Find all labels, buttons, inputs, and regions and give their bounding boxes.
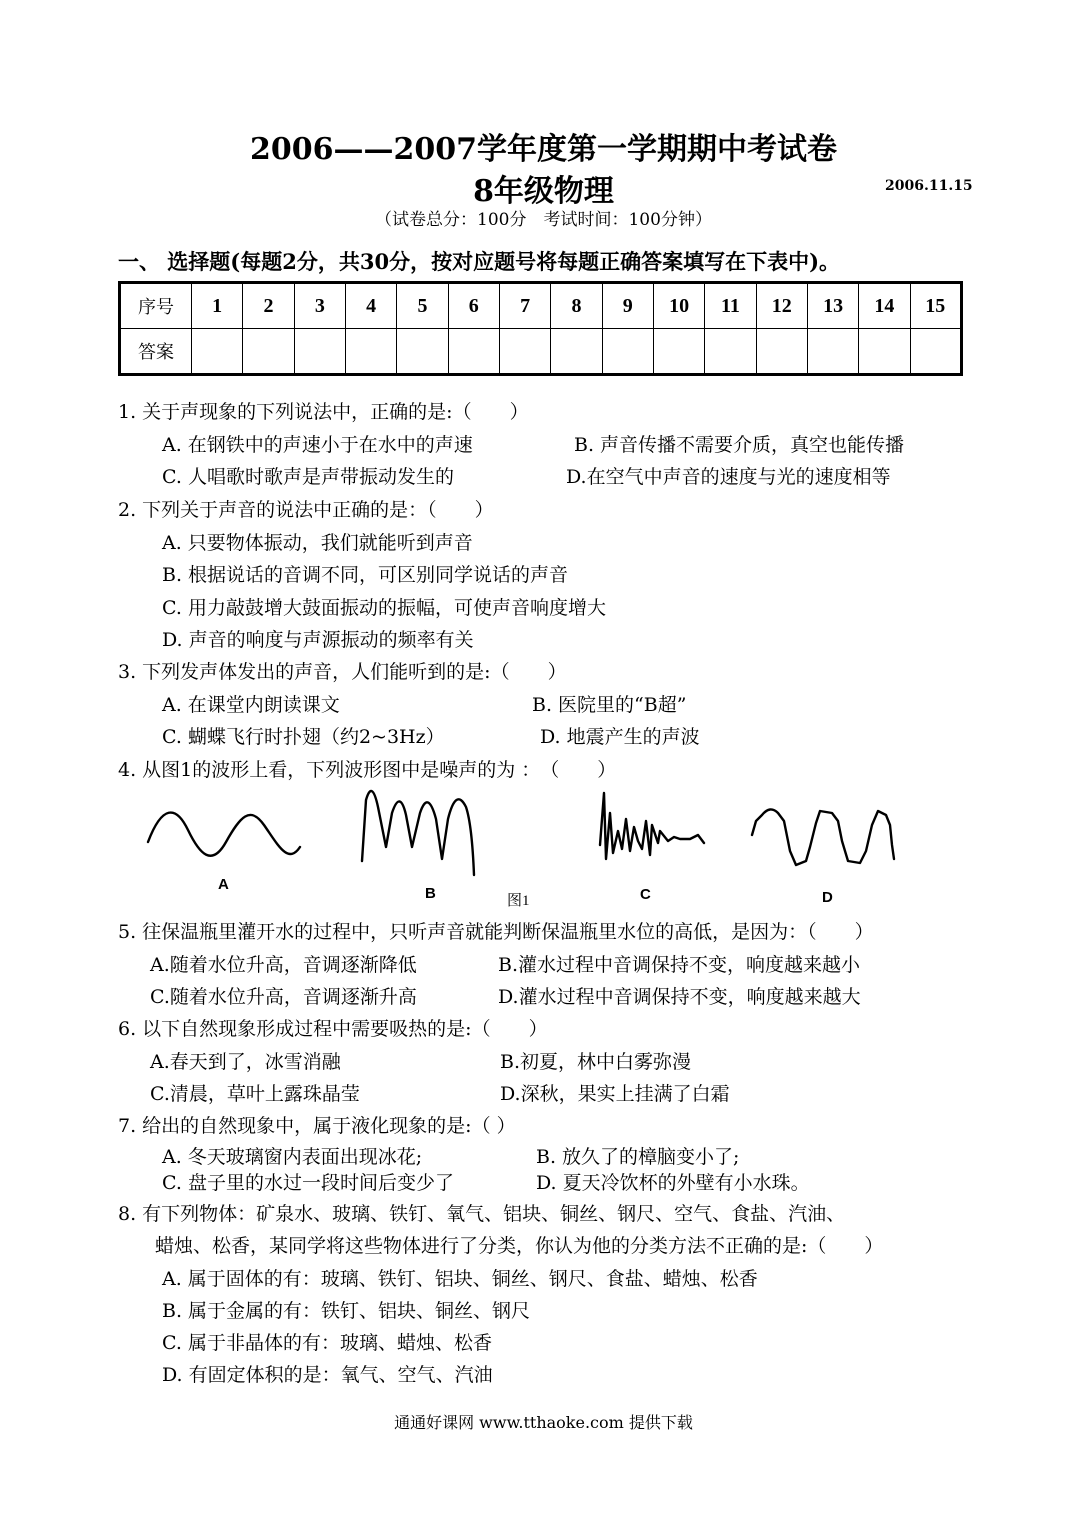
- waveform-c: [600, 793, 704, 859]
- answer-cell[interactable]: [807, 329, 858, 375]
- answer-cell[interactable]: [602, 329, 653, 375]
- question-3-option-c: C. 蝴蝶飞行时扑翅（约2~3Hz）: [162, 726, 445, 748]
- question-1-stem: 1. 关于声现象的下列说法中，正确的是:（ ）: [118, 401, 529, 423]
- question-7-stem: 7. 给出的自然现象中，属于液化现象的是:（ ）: [118, 1115, 516, 1137]
- answer-cell[interactable]: [551, 329, 602, 375]
- question-6-stem: 6. 以下自然现象形成过程中需要吸热的是:（ ）: [118, 1018, 548, 1040]
- exam-date: 2006.11.15: [885, 178, 973, 194]
- table-cell-number: 6: [448, 283, 499, 329]
- question-8-stem-continued: 蜡烛、松香，某同学将这些物体进行了分类，你认为他的分类方法不正确的是:（ ）: [155, 1235, 884, 1257]
- table-cell-number: 14: [859, 283, 910, 329]
- table-cell-number: 8: [551, 283, 602, 329]
- question-8-option-d: D. 有固定体积的是：氧气、空气、汽油: [162, 1364, 493, 1386]
- table-cell-number: 2: [243, 283, 294, 329]
- question-3-option-a: A. 在课堂内朗读课文: [162, 694, 340, 716]
- answer-cell[interactable]: [653, 329, 704, 375]
- waveform-a: [148, 813, 300, 856]
- answer-cell[interactable]: [910, 329, 961, 375]
- question-1-option-c: C. 人唱歌时歌声是声带振动发生的: [162, 466, 454, 488]
- section-heading: 一、 选择题(每题2分，共30分，按对应题号将每题正确答案填写在下表中)。: [118, 249, 841, 274]
- question-5-option-b: B.灌水过程中音调保持不变，响度越来越小: [498, 954, 861, 976]
- waveform-a-label: A: [218, 876, 229, 893]
- answer-cell[interactable]: [705, 329, 756, 375]
- question-2-option-d: D. 声音的响度与声源振动的频率有关: [162, 629, 474, 651]
- answer-cell[interactable]: [397, 329, 448, 375]
- waveform-b: [362, 791, 474, 875]
- question-3-option-d: D. 地震产生的声波: [540, 726, 700, 748]
- question-6-option-d: D.深秋，果实上挂满了白霜: [500, 1083, 730, 1105]
- table-cell-number: 7: [499, 283, 550, 329]
- answer-cell[interactable]: [756, 329, 807, 375]
- question-5-stem: 5. 往保温瓶里灌开水的过程中，只听声音就能判断保温瓶里水位的高低，是因为：（ ）: [118, 921, 874, 943]
- row-label-answer: 答案: [120, 329, 192, 375]
- exam-title: 2006——2007学年度第一学期期中考试卷: [250, 132, 837, 167]
- question-5-option-a: A.随着水位升高，音调逐渐降低: [150, 954, 417, 976]
- row-label-number: 序号: [120, 283, 192, 329]
- question-2-option-b: B. 根据说话的音调不同，可区别同学说话的声音: [162, 564, 569, 586]
- question-4-stem: 4. 从图1的波形上看，下列波形图中是噪声的为 ： （ ）: [118, 759, 617, 781]
- question-7-option-b: B. 放久了的樟脑变小了;: [536, 1146, 740, 1168]
- question-7-option-a: A. 冬天玻璃窗内表面出现冰花;: [162, 1146, 423, 1168]
- table-row-numbers: [120, 283, 962, 329]
- waveform-d: [752, 809, 894, 865]
- question-2-option-a: A. 只要物体振动，我们就能听到声音: [162, 532, 473, 554]
- exam-info: （试卷总分：100分 考试时间：100分钟）: [375, 210, 712, 230]
- question-7-option-d: D. 夏天冷饮杯的外壁有小水珠。: [536, 1172, 810, 1194]
- table-cell-number: 10: [653, 283, 704, 329]
- answer-cell[interactable]: [243, 329, 294, 375]
- page-footer: 通通好课网 www.tthaoke.com 提供下载: [394, 1413, 693, 1432]
- question-3-option-b: B. 医院里的“B超”: [532, 694, 687, 716]
- table-cell-number: 5: [397, 283, 448, 329]
- question-5-option-c: C.随着水位升高，音调逐渐升高: [150, 986, 417, 1008]
- answer-table: [118, 281, 963, 376]
- question-2-option-c: C. 用力敲鼓增大鼓面振动的振幅，可使声音响度增大: [162, 597, 606, 619]
- answer-cell[interactable]: [499, 329, 550, 375]
- answer-cell[interactable]: [859, 329, 910, 375]
- exam-subtitle: 8年级物理: [473, 174, 614, 209]
- answer-cell[interactable]: [345, 329, 396, 375]
- question-6-option-a: A.春天到了，冰雪消融: [150, 1051, 341, 1073]
- waveform-c-label: C: [640, 886, 651, 903]
- question-8-option-b: B. 属于金属的有：铁钉、铝块、铜丝、钢尺: [162, 1300, 531, 1322]
- question-1-option-a: A. 在钢铁中的声速小于在水中的声速: [162, 434, 473, 456]
- question-8-option-a: A. 属于固体的有：玻璃、铁钉、铝块、铜丝、钢尺、食盐、蜡烛、松香: [162, 1268, 758, 1290]
- waveform-figure: [130, 785, 920, 910]
- question-1-option-d: D.在空气中声音的速度与光的速度相等: [566, 466, 891, 488]
- table-cell-number: 4: [345, 283, 396, 329]
- question-7-option-c: C. 盘子里的水过一段时间后变少了: [162, 1172, 454, 1194]
- table-cell-number: 3: [294, 283, 345, 329]
- question-8-stem: 8. 有下列物体：矿泉水、玻璃、铁钉、氧气、铝块、铜丝、钢尺、空气、食盐、汽油、: [118, 1203, 846, 1225]
- table-cell-number: 15: [910, 283, 961, 329]
- table-cell-number: 13: [807, 283, 858, 329]
- waveform-b-label: B: [425, 885, 436, 902]
- table-cell-number: 9: [602, 283, 653, 329]
- question-5-option-d: D.灌水过程中音调保持不变，响度越来越大: [498, 986, 861, 1008]
- table-cell-number: 1: [192, 283, 243, 329]
- answer-cell[interactable]: [294, 329, 345, 375]
- table-cell-number: 11: [705, 283, 756, 329]
- answer-cell[interactable]: [448, 329, 499, 375]
- question-3-stem: 3. 下列发声体发出的声音，人们能听到的是:（ ）: [118, 661, 567, 683]
- table-cell-number: 12: [756, 283, 807, 329]
- question-6-option-b: B.初夏，林中白雾弥漫: [500, 1051, 692, 1073]
- question-8-option-c: C. 属于非晶体的有：玻璃、蜡烛、松香: [162, 1332, 492, 1354]
- question-2-stem: 2. 下列关于声音的说法中正确的是：（ ）: [118, 499, 494, 521]
- question-6-option-c: C.清晨，草叶上露珠晶莹: [150, 1083, 360, 1105]
- answer-cell[interactable]: [192, 329, 243, 375]
- question-1-option-b: B. 声音传播不需要介质，真空也能传播: [574, 434, 905, 456]
- figure-caption: 图1: [507, 893, 530, 909]
- table-row-answers: [120, 329, 962, 375]
- waveform-d-label: D: [822, 889, 833, 906]
